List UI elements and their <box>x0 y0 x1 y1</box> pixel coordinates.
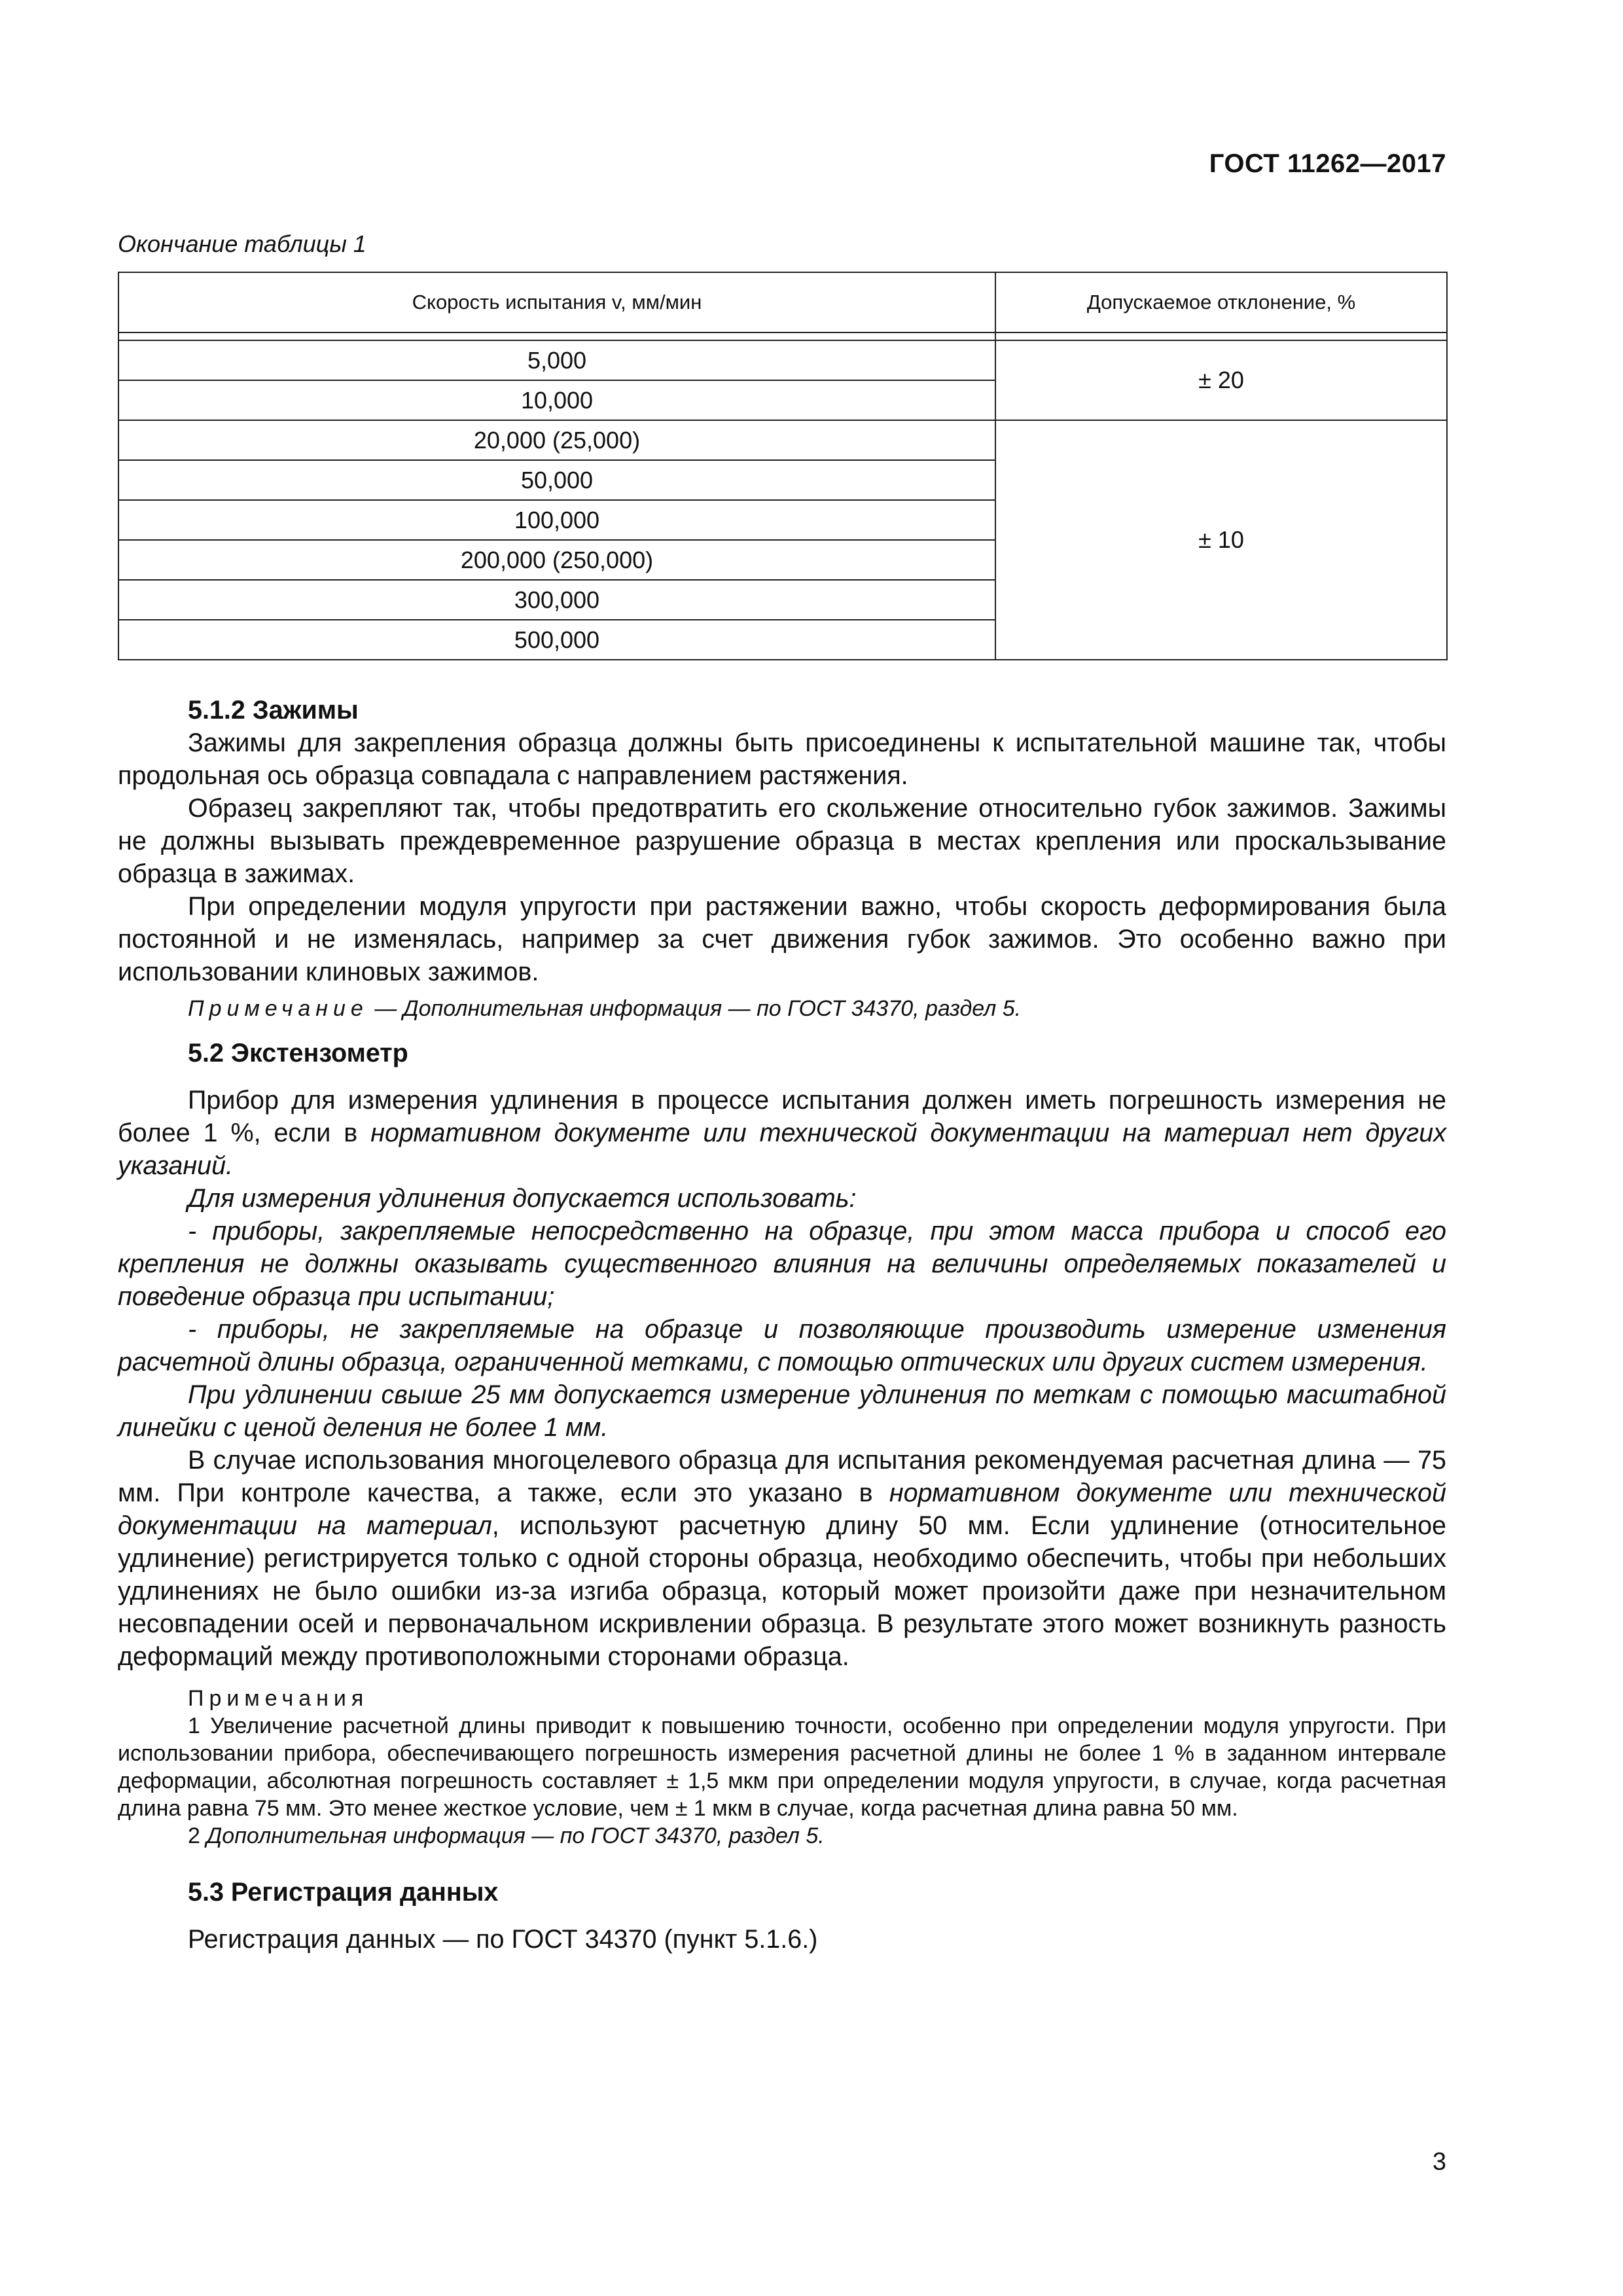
paragraph-italic-text: нормативном документе или технической документации на материал <box>118 1479 1446 1540</box>
paragraph-text: В случае использования многоцелевого образца для испытания рекомендуемая расчетная длина — 75 мм. При контроле качества, а также, если это указано в <box>118 1446 1446 1507</box>
tolerance-cell: ± 10 <box>995 420 1447 660</box>
note-label: Примечание <box>188 996 368 1021</box>
table-row <box>118 420 1447 460</box>
note-2 <box>118 1822 1446 1850</box>
speed-cell: 100,000 <box>118 500 995 540</box>
col-tolerance-header: Допускаемое отклонение, % <box>995 272 1447 332</box>
speed-table <box>118 272 1448 660</box>
section-heading-5-2: 5.2 Экстензометр <box>188 1039 408 1067</box>
list-item: - приборы, закрепляемые непосредственно на образце, при этом масса прибора и способ его крепления не должны оказывать существенного влияния на величины определяемых показателей и поведение образца при испытании; <box>118 1217 1446 1311</box>
page-number: 3 <box>1432 2148 1446 2176</box>
speed-cell: 10,000 <box>118 380 995 420</box>
paragraph: При удлинении свыше 25 мм допускается измерение удлинения по меткам с помощью масштабной линейки с ценой деления не более 1 мм. <box>118 1380 1446 1442</box>
notes-label: Примечания <box>188 1686 369 1711</box>
paragraph <box>118 1444 1446 1673</box>
note-number: 2 <box>188 1823 207 1848</box>
paragraph: При определении модуля упругости при растяжении важно, чтобы скорость деформирования была постоянной и не изменялась, например за счет движения губок зажимов. Это особенно важно при использовании клиновых зажимов. <box>118 892 1446 986</box>
paragraph-text: , используют расчетную длину 50 мм. Если удлинение (относительное удлинение) регистрируется только с одной стороны образца, необходимо обеспечить, чтобы при небольших удлинениях не было ошибки из-за изгиба образца, который может произойти даже при незначительном несовпадении осей и первоначальном искривлении образца. В результате этого может возникнуть разность деформаций между противоположными сторонами образца. <box>118 1511 1446 1671</box>
paragraph: Для измерения удлинения допускается использовать: <box>188 1184 857 1213</box>
paragraph <box>118 1084 1446 1182</box>
paragraph-text: Прибор для измерения удлинения в процессе испытания должен иметь погрешность измерения не более 1 %, если в <box>118 1086 1446 1147</box>
table-row <box>118 340 1447 380</box>
paragraph: Образец закрепляют так, чтобы предотвратить его скольжение относительно губок зажимов. Зажимы не должны вызывать преждевременное разрушение образца в местах крепления или проскальзывание образца в зажимах. <box>118 794 1446 888</box>
table-header-separator <box>118 332 1447 340</box>
section-heading-5-1-2: 5.1.2 Зажимы <box>188 696 359 725</box>
note-text: — Дополнительная информация — по ГОСТ 34370, раздел 5. <box>368 996 1022 1021</box>
list-item: - приборы, не закрепляемые на образце и позволяющие производить измерение изменения расчетной длины образца, ограниченной метками, с помощью оптических или других систем измерения. <box>118 1315 1446 1376</box>
speed-cell: 50,000 <box>118 460 995 500</box>
note <box>118 995 1446 1022</box>
col-speed-header: Скорость испытания v, мм/мин <box>118 272 995 332</box>
paragraph: Зажимы для закрепления образца должны быть присоединены к испытательной машине так, чтобы продольная ось образца совпадала с направлением растяжения. <box>118 728 1446 790</box>
tolerance-cell: ± 20 <box>995 340 1447 420</box>
document-number: ГОСТ 11262—2017 <box>1209 149 1446 178</box>
table-header-row <box>118 272 1447 332</box>
document-body <box>118 694 1446 1956</box>
paragraph: Регистрация данных — по ГОСТ 34370 (пункт 5.1.6.) <box>188 1925 818 1954</box>
table-caption: Окончание таблицы 1 <box>118 230 366 257</box>
speed-cell: 500,000 <box>118 620 995 660</box>
paragraph-italic-text: нормативном документе или технической документации на материал нет других указаний. <box>118 1119 1446 1180</box>
speed-cell: 300,000 <box>118 580 995 620</box>
note-1: 1 Увеличение расчетной длины приводит к повышению точности, особенно при определении модуля упругости. При использовании прибора, обеспечивающего погрешность измерения расчетной длины не более 1 % в заданном интервале деформации, абсолютная погрешность составляет ± 1,5 мкм при определении модуля упругости, в случае, когда расчетная длина равна 75 мм. Это менее жесткое условие, чем ± 1 мкм в случае, когда расчетная длина равна 50 мм. <box>118 1713 1446 1821</box>
speed-cell: 200,000 (250,000) <box>118 540 995 580</box>
section-heading-5-3: 5.3 Регистрация данных <box>188 1878 499 1907</box>
speed-cell: 5,000 <box>118 340 995 380</box>
speed-cell: 20,000 (25,000) <box>118 420 995 460</box>
note-text: Дополнительная информация — по ГОСТ 34370, раздел 5. <box>206 1823 825 1848</box>
